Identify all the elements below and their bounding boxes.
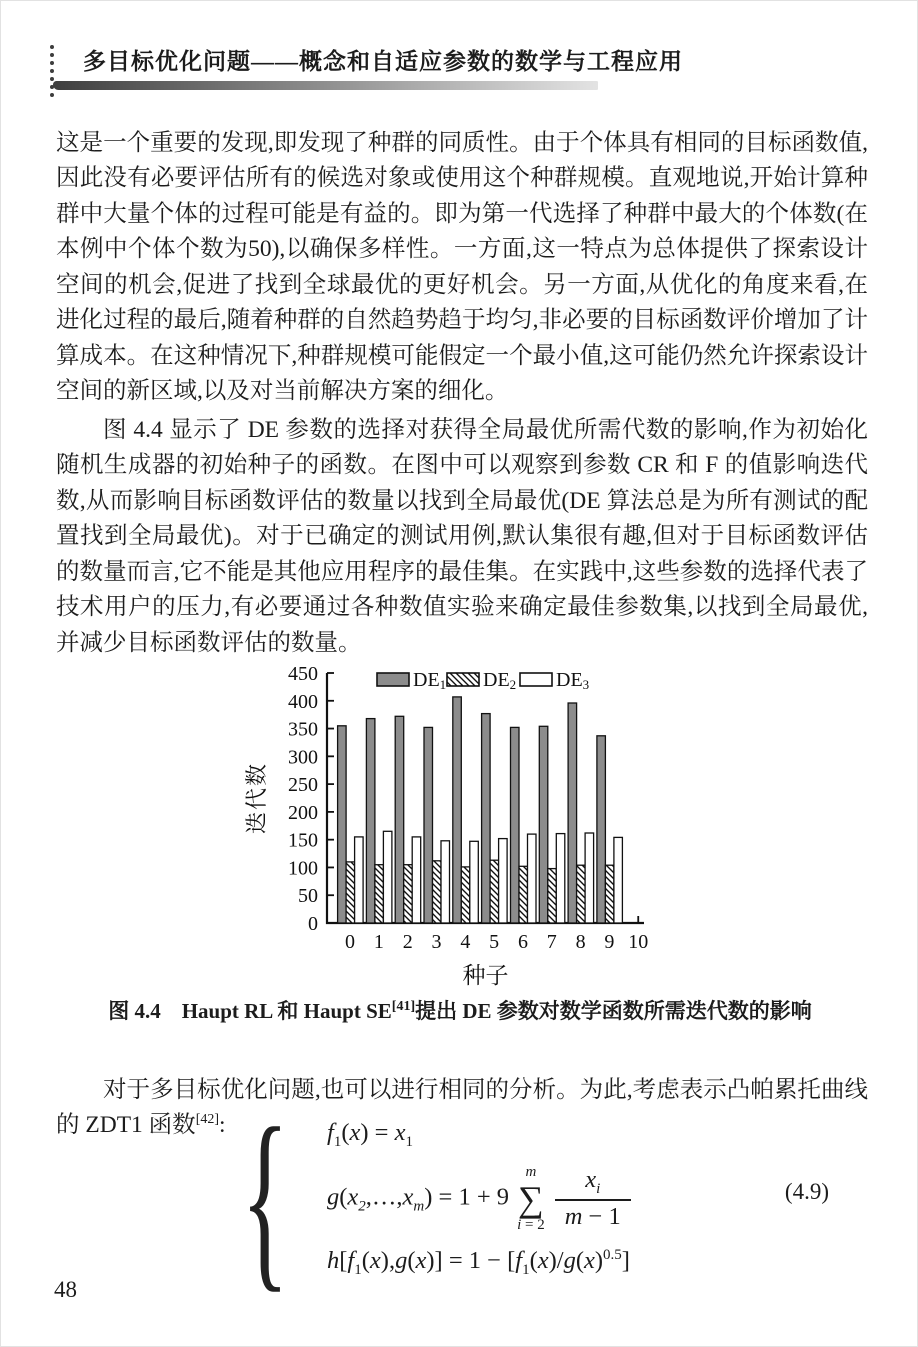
equation-number: (4.9) — [784, 1179, 829, 1204]
running-header-title: 多目标优化问题——概念和自适应参数的数学与工程应用 — [83, 49, 683, 74]
svg-text:50: 50 — [298, 885, 318, 908]
svg-text:300: 300 — [288, 746, 318, 769]
y-axis-title: 迭代数 — [244, 761, 269, 835]
svg-text:0: 0 — [308, 913, 318, 935]
figure-4-4-bar-chart — [234, 649, 704, 999]
equation-4-9 — [241, 1087, 631, 1309]
paragraph-3-reference-42: [42] — [195, 1112, 220, 1128]
bar-DE3-seed-2 — [412, 837, 421, 923]
caption-text-tail: 提出 DE 参数对数学函数所需迭代数的影响 — [415, 999, 812, 1023]
bar-DE1-seed-0 — [338, 726, 347, 923]
bar-DE2-seed-5 — [490, 860, 499, 923]
legend-swatch-DE2 — [447, 673, 479, 686]
bar-DE3-seed-7 — [556, 834, 565, 923]
equation-lines — [327, 1119, 631, 1279]
bar-DE1-seed-4 — [453, 697, 462, 923]
svg-text:3: 3 — [431, 931, 442, 953]
bar-DE1-seed-3 — [424, 727, 433, 923]
header-dotted-ornament — [50, 45, 54, 97]
svg-text:9: 9 — [604, 931, 615, 953]
caption-text: 图 4.4 Haupt RL 和 Haupt SE — [108, 999, 392, 1023]
legend-label-DE1: DE1 — [413, 669, 447, 692]
bar-DE3-seed-1 — [383, 831, 392, 923]
svg-text:7: 7 — [546, 931, 557, 953]
chart-labels — [244, 663, 648, 988]
svg-text:350: 350 — [288, 718, 318, 741]
bar-DE1-seed-2 — [395, 716, 404, 923]
chart-legend — [377, 669, 589, 692]
svg-text:150: 150 — [288, 829, 318, 852]
equation-left-brace: { — [241, 1087, 289, 1309]
legend-swatch-DE1 — [377, 673, 409, 686]
svg-text:5: 5 — [489, 931, 500, 953]
paragraph-2: 图 4.4 显示了 DE 参数的选择对获得全局最优所需代数的影响,作为初始化随机生成器的初始种子的函数。在图中可以观察到参数 CR 和 F 的值影响迭代数,从而影响目标函数评估的数量以找到全局最优(DE 算法总是为所有测试的配置找到全局最优)。对于已确定的测试用例,默认集很有趣,但对于目标函数评估的数量而言,它不能是其他应用程序的最佳集。在实践中,这些参数的选择代表了技术用户的压力,有必要通过各种数值实验来确定最佳参数集,以找到全局最优,并减少目标函数评估的数量。 — [56, 416, 868, 656]
figure-4-4-caption — [1, 995, 918, 1025]
page-number: 48 — [54, 1277, 77, 1302]
bar-DE3-seed-9 — [614, 837, 623, 923]
svg-text:250: 250 — [288, 774, 318, 797]
bar-DE2-seed-4 — [461, 867, 470, 923]
caption-reference-41: [41] — [391, 999, 416, 1014]
bar-DE1-seed-6 — [511, 727, 520, 923]
chart-bars — [338, 697, 623, 923]
bar-DE2-seed-3 — [433, 861, 442, 923]
bar-DE3-seed-8 — [585, 833, 594, 923]
svg-text:200: 200 — [288, 801, 318, 824]
bar-DE3-seed-3 — [441, 841, 450, 923]
figure-4-4 — [234, 649, 704, 999]
svg-text:4: 4 — [460, 931, 471, 953]
bar-DE1-seed-1 — [366, 719, 375, 923]
svg-text:2: 2 — [402, 931, 413, 953]
svg-text:10: 10 — [628, 931, 649, 953]
svg-text:0: 0 — [345, 931, 356, 953]
paragraph-3-text: 对于多目标优化问题,也可以进行相同的分析。为此,考虑表示凸帕累托曲线的 ZDT1 函数 — [56, 1076, 868, 1138]
equation-line-h: $h[f_1(x),g(x)] = 1 - [f_1(x)/g(x)^{0.5}]$ — [327, 1246, 630, 1278]
paragraph-1: 这是一个重要的发现,即发现了种群的同质性。由于个体具有相同的目标函数值,因此没有必要评估所有的候选对象或使用这个种群规模。直观地说,开始计算种群中大量个体的过程可能是有益的。即为第一代选择了种群中最大的个体数(在本例中个体个数为50),以确保多样性。一方面,这一特点为总体提供了探索设计空间的机会,促进了找到全球最优的更好机会。另一方面,从优化的角度来看,在进化过程的最后,随着种群的自然趋势趋于均匀,非必要的目标函数评价增加了计算成本。在这种情况下,种群规模可能假定一个最小值,这可能仍然允许探索设计空间的新区域,以及对当前解决方案的细化。 — [56, 129, 868, 404]
legend-label-DE2: DE2 — [483, 669, 517, 692]
bar-DE2-seed-0 — [346, 862, 355, 923]
equation-line-f1: $f_1(x) = x_1$ — [327, 1119, 413, 1150]
bar-DE2-seed-8 — [577, 865, 586, 923]
svg-text:100: 100 — [288, 857, 318, 880]
svg-text:450: 450 — [288, 663, 318, 685]
legend-label-DE3: DE3 — [556, 669, 590, 692]
svg-text:8: 8 — [575, 931, 586, 953]
bar-DE2-seed-9 — [605, 865, 614, 923]
bar-DE2-seed-1 — [375, 865, 384, 923]
bar-DE1-seed-8 — [568, 703, 577, 923]
bar-DE3-seed-6 — [528, 834, 537, 923]
bar-DE3-seed-4 — [470, 841, 479, 923]
bar-DE1-seed-5 — [482, 714, 491, 923]
svg-text:6: 6 — [517, 931, 528, 953]
paragraph-3-colon: : — [219, 1112, 226, 1138]
legend-swatch-DE3 — [520, 673, 552, 686]
svg-text:1: 1 — [373, 931, 384, 953]
bar-DE3-seed-0 — [355, 837, 364, 923]
x-axis-title: 种子 — [462, 963, 509, 988]
bar-DE3-seed-5 — [499, 839, 508, 923]
bar-DE1-seed-7 — [539, 726, 548, 923]
bar-DE2-seed-7 — [548, 869, 557, 923]
header-gradient-rule — [53, 81, 598, 90]
equation-line-g: $g(x_2,\dots,x_m) = 1 + 9$ m ∑ i = 2 $\frac{x_i}{m - 1}$ — [327, 1165, 631, 1233]
svg-text:400: 400 — [288, 690, 318, 713]
bar-DE2-seed-2 — [404, 865, 413, 923]
bar-DE1-seed-9 — [597, 736, 606, 923]
bar-DE2-seed-6 — [519, 866, 528, 923]
